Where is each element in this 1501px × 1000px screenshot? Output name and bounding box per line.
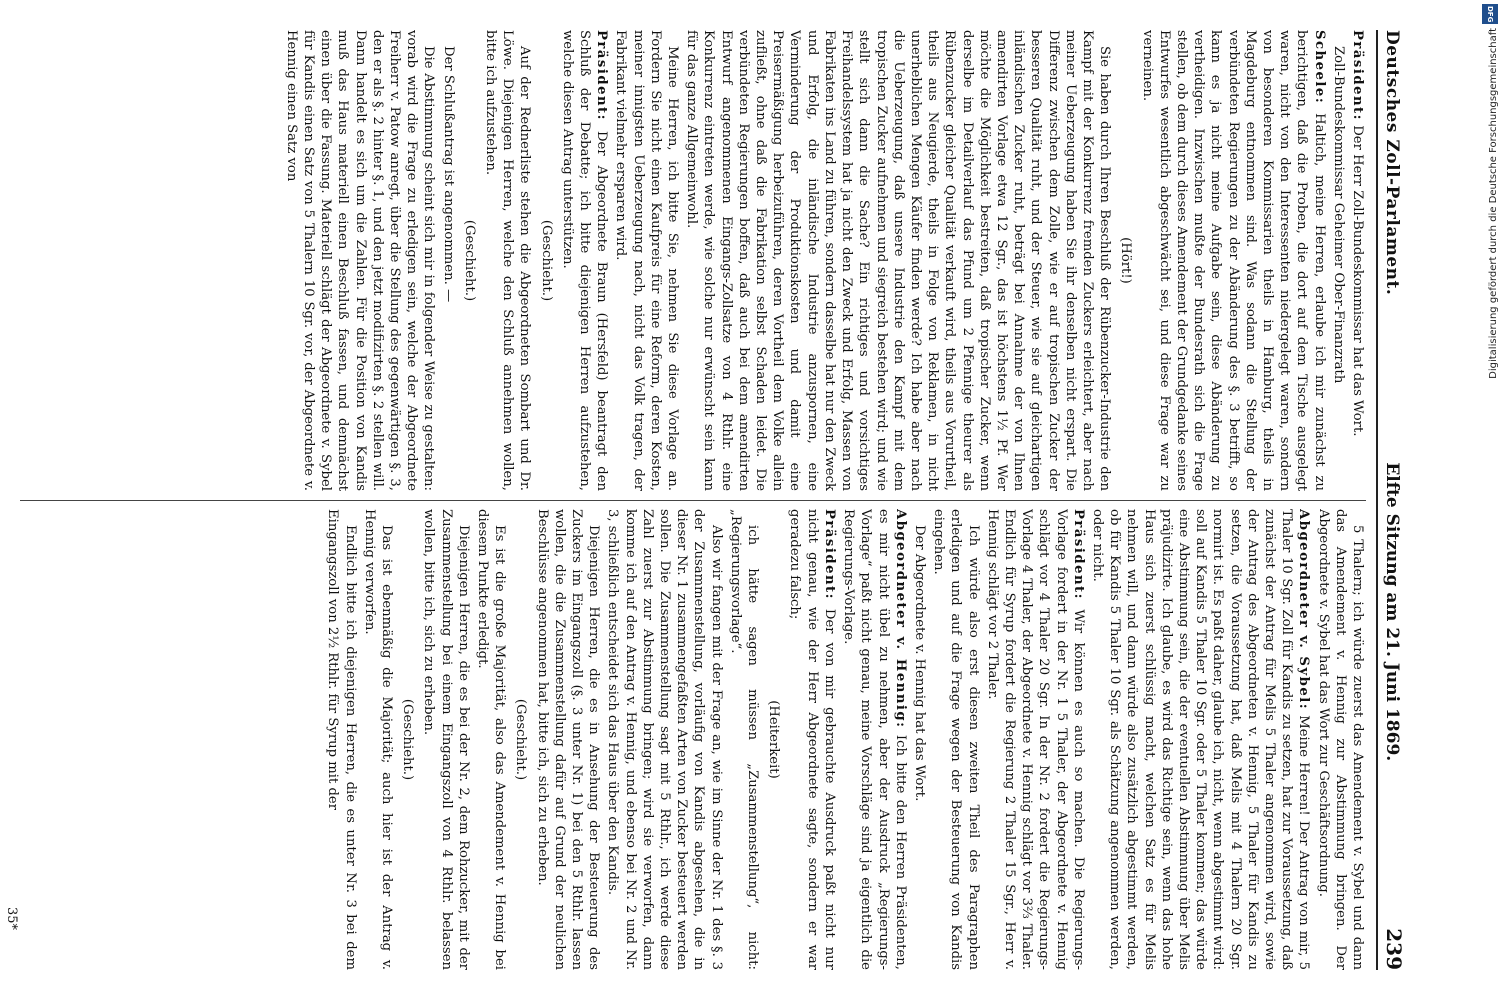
speaker-name: Präsident: bbox=[821, 509, 837, 601]
paragraph-text: Diejenigen Herren, die es bei der Nr. 2, dem Rohzucker, mit der Zusammenstellung bei einem Eingangszoll von 4 Rthlr. belassen wollen, bitte ich, sich zu erheben. bbox=[421, 509, 471, 970]
speaker-name: Präsident: bbox=[1350, 30, 1365, 122]
paragraph bbox=[559, 30, 611, 491]
paragraph bbox=[604, 509, 724, 970]
column-left bbox=[20, 30, 1366, 491]
stage-note: (Geschieht.) bbox=[461, 219, 477, 302]
paragraph-text: Der Herr Zoll-Bundeskommissar hat das Wort. bbox=[1350, 125, 1365, 437]
paragraph-text: Meine Herren, ich bitte Sie, nehmen Sie diese Vorlage an. Fordern Sie nicht einen Kaufpreis für eine Reform, deren Kosten, meiner innigsten Ueberzeugung nach, nicht das Volk tragen, der Fabrikant vielmehr ersparen wird. bbox=[613, 30, 681, 491]
paragraph bbox=[1138, 30, 1327, 491]
paragraph-text: 5 Thalern; ich würde zuerst das Amendement v. Sybel und dann das Amendement v. Hennig zur Abstimmung bringen. Der Abgeordnete v. Sybel hat das Wort zur Geschäftsordnung. bbox=[1315, 509, 1365, 970]
speaker-name: Abgeordneter v. Sybel: bbox=[1296, 509, 1312, 711]
paragraph-text: Auf der Rednerliste stehen die Abgeordneten Sombart und Dr. Löwe. Diejenigen Herren, welche den Schluß annehmen wollen, bitte ich aufzustehen. bbox=[483, 30, 533, 491]
paragraph-text: Es ist die große Majorität, also das Amendement v. Hennig bei diesem Punkte erledigt. bbox=[475, 509, 508, 970]
paragraph-text: Ich bitte den Herren Präsidenten, es mir nicht übel zu nehmen, aber der Ausdruck „Regierungs-Vorlage“ paßt nicht genau, meine Vorschläge sind ja eigentlich die Regierungs-Vorlage. bbox=[841, 509, 908, 970]
paragraph bbox=[361, 509, 395, 970]
paragraph-text: Zoll-Bundeskommissar Geheimer Ober-Finanzrath bbox=[1330, 46, 1346, 384]
paragraph bbox=[324, 509, 358, 970]
paragraph bbox=[1089, 509, 1313, 970]
dfg-sidebar bbox=[1479, 0, 1501, 1000]
paragraph-text: Der Schlußantrag ist angenommen. — bbox=[440, 46, 456, 303]
column-right bbox=[20, 509, 1366, 970]
speaker-name: Präsident: bbox=[594, 30, 610, 122]
paragraph bbox=[984, 509, 1087, 970]
paragraph-text: Der Abgeordnete v. Hennig hat das Wort. bbox=[911, 525, 927, 802]
paragraph bbox=[727, 509, 761, 970]
page-header bbox=[1376, 30, 1420, 970]
stage-note: (Hört!) bbox=[1118, 237, 1134, 284]
dfg-credit: Digitalisierung gefördert durch die Deutsche Forschungsgemeinschaft bbox=[1488, 28, 1499, 379]
speaker-name: Scheele: bbox=[1311, 30, 1327, 105]
paragraph-text: Der Abgeordnete Braun (Hersfeld) beantragt den Schluß der Debatte; ich bitte diejenigen Herren aufzustehen, welche diesen Antrag unterstützen. bbox=[559, 30, 610, 491]
paragraph bbox=[420, 509, 472, 970]
stage-note: (Geschieht.) bbox=[400, 698, 416, 781]
session-title: Elfte Sitzung am 21. Juni 1869. bbox=[1382, 462, 1402, 762]
page-number: 239 bbox=[1382, 928, 1406, 970]
publication-title: Deutsches Zoll-Parlament. bbox=[1382, 30, 1402, 296]
stage-note: (Geschieht.) bbox=[538, 219, 554, 302]
paragraph-text: Endlich bitte ich diejenigen Herren, die es unter Nr. 3 bei dem Eingangszoll von 2½ Rthlr. für Syrup mit der bbox=[325, 509, 358, 970]
text-columns bbox=[20, 30, 1366, 970]
stage-note: (Geschieht.) bbox=[513, 698, 529, 781]
paragraph-text: Meine Herren! Der Antrag von mir, 5 Thaler 10 Sgr. Zoll für Kandis zu setzen, hat zur Voraussetzung, daß zunächst der Antrag für Melis 5 Thaler angenommen wird, sowie der Antrag des Abgeordneten v. Hennig, 5 Thaler für Kandis zu setzen, die Voraussetzung hat, daß Melis mit 4 Thalern 20 Sgr. normirt ist. Es paßt daher, glaube ich, nicht, wenn abgestimmt wird: soll auf Kandis 5 Thaler 10 Sgr. oder 5 Thaler kommen; das würde eine Abstimmung sein, die der eventuellen Abstimmung über Melis präjudizirte. Ich glaube, es wird das Richtige sein, wenn das hohe Haus sich zuerst schlüssig macht, welchen Satz es für Melis nehmen will, und dann würde also zusätzlich abgestimmt werden, ob für Kandis 5 Thaler 10 Sgr. als Schätzung angenommen werden, oder nicht. bbox=[1089, 509, 1312, 970]
dfg-logo: DFG bbox=[1482, 4, 1498, 24]
paragraph bbox=[474, 509, 508, 970]
paragraph bbox=[482, 30, 534, 491]
paragraph-text: Also wir fangen mit der Frage an, wie im Sinne der Nr. 1 des §. 3 der Zusammenstellung, vorläufig von Kandis abgesehen, die in dieser Nr. 1 zusammengefaßten Arten von Zucker besteuert werden sollen. Die Zusammenstellung sagt mit 5 Rthlr., ich werde diese Zahl zuerst zur Abstimmung bringen; wird sie verworfen, dann komme ich auf den Antrag v. Hennig, und ebenso bei Nr. 2 und Nr. 3, schließlich entscheidet sich das Haus über den Kandis. bbox=[605, 509, 724, 970]
paragraph bbox=[1330, 30, 1347, 491]
paragraph-text: Wir können es auch so machen. Die Regierungs-Vorlage fordert in der Nr. 1 5 Thaler, der Abgeordnete v. Hennig schlägt vor 4 Thaler 20 Sgr. In der Nr. 2 fordert die Regierungs-Vorlage 4 Thaler, der Abgeordnete v. Hennig schlägt vor 3⅔ Thaler. Endlich für Syrup fordert die Regierung 2 Thaler 15 Sgr., Herr v. Hennig schlägt vor 2 Thaler. bbox=[984, 509, 1086, 970]
paragraph bbox=[911, 509, 928, 970]
paragraph-text: Haltich, meine Herren, erlaube ich mir zunächst zu berichtigen, daß die Proben, die dort auf dem Tische ausgelegt waren, nicht von den Interessenten niedergelegt waren, sondern von besonderen Kommissarien theils in Hamburg, theils in Magdeburg entnommen sind. Was sodann die Stellung der verbündeten Regierungen zu der Abänderung des §. 3 betrifft, so kann es ja nicht meine Aufgabe sein, diese Abänderung zu vertheidigen. Inzwischen mußte der Bundesrath sich die Frage stellen, ob dem durch dieses Amendement der Grundgedanke seines Entwurfes wesentlich abgeschwächt sei, und diese Frage war zu verneinen. bbox=[1139, 30, 1327, 491]
paragraph bbox=[283, 30, 438, 491]
paragraph bbox=[930, 509, 982, 970]
speaker-name: Abgeordneter v. Hennig: bbox=[892, 509, 908, 729]
stage-note: (Heiterkeit) bbox=[766, 700, 782, 779]
paragraph bbox=[683, 30, 1113, 491]
paragraph bbox=[840, 509, 909, 970]
paragraph-text: Diejenigen Herren, die es in Ansehung der Besteuerung des Zuckers im Eingangszoll (§. 3 unter Nr. 1) bei den 5 Rthlr. lassen wollen, die die Zusammenstellung dafür auf Grund der neulichen Beschlüsse angenommen hat, bitte ich, sich zu erheben. bbox=[534, 509, 602, 970]
paragraph bbox=[612, 30, 681, 491]
speaker-name: Präsident: bbox=[1070, 509, 1086, 601]
paragraph bbox=[439, 30, 456, 491]
paragraph-text: Das ist ebenmäßig die Majorität; auch hier ist der Antrag v. Hennig verworfen. bbox=[361, 509, 395, 970]
paragraph bbox=[1349, 30, 1366, 491]
paragraph-text: ich hätte sagen müssen „Zusammenstellung“, nicht: „Regierungsvorlage“. bbox=[727, 509, 761, 970]
paragraph-text: Ich würde also erst diesen zweiten Theil des Paragraphen erledigen und auf die Frage wegen der Besteuerung von Kandis eingehen. bbox=[931, 509, 981, 970]
signature-mark: 35* bbox=[4, 906, 19, 930]
paragraph-text: Sie haben durch Ihren Beschluß der Rübenzucker-Industrie den Kampf mit der Konkurrenz fremden Zuckers erleichtert, aber nach meiner Ueberzeugung haben Sie ihr denselben nicht erspart. Die Differenz zwischen dem Zolle, wie er auf tropischen Zucker der besseren Qualität ruht, und der Steuer, wie sie auf gleichartigen inländischen Zucker ruht, beträgt bei Annahme der von Ihnen amendirten Vorlage etwa 12 Sgr., das ist höchstens 1½ Pf. Wer möchte die Möglichkeit bestreiten, daß tropischer Zucker, wenn derselbe im Detailverlauf das Pfund um 2 Pfennige theurer als Rübenzucker gleicher Qualität verkauft wird, theils aus Vorurtheil, theils aus Neugierde, theils in Folge von Reklamen, in nicht unerheblichen Mengen Käufer finden werde? Ich habe aber nach die Ueberzeugung, daß unsere Industrie den Kampf mit dem tropischen Zucker aufnehmen und siegreich bestehen wird; und wie stellt sich dann die Sache? Ein richtiges und vorsichtiges Freihandelssystem hat ja nicht den Zweck und Erfolg, Massen von Fabrikaten ins Land zu führen, sondern dasselbe hat nur den Zweck und Erfolg, die inländische Industrie anzuspornen, eine Verminderung der Produktionskosten und damit eine Preisermäßigung herbeizuführen, deren Vortheil dem Volke allein zufließt, ohne daß die Fabrikation selbst Schaden leidet. Die verbündeten Regierungen boffen, daß auch bei dem amendirten Entwurf angenommenen Eingangs-Zollsatze von 4 Rthlr. eine Konkurrenz eintreten werde, wie solche nur erwünscht sein kann für das ganze Allgemeinwohl. bbox=[684, 30, 1113, 491]
paragraph-text: Der von mir gebrauchte Ausdruck paßt nicht nur nicht genau, wie der Herr Abgeordnete sagte, sondern er war geradezu falsch; bbox=[787, 509, 837, 970]
paragraph bbox=[533, 509, 602, 970]
paragraph bbox=[1314, 509, 1366, 970]
paragraph bbox=[786, 509, 838, 970]
paragraph-text: Die Abstimmung scheint sich mir in folgender Weise zu gestalten: vorab wird die Frage zu erledigen sein, welche der Abgeordnete Freiherr v. Patow anregt, über die Stellung des gegenwärtigen §. 3, den er als §. 2 hinter §. 1, und den jetzt modifizirten §. 2 stellen will. Dann handelt es sich um die Zahlen. Für die Position von Kandis muß das Haus materiell einen Beschluß fassen, und demnächst einen über die Fassung. Materiell schlägt der Abgeordnete v. Sybel für Kandis einen Satz von 5 Thalern 10 Sgr. vor, der Abgeordnete v. Hennig einen Satz von bbox=[283, 30, 437, 491]
